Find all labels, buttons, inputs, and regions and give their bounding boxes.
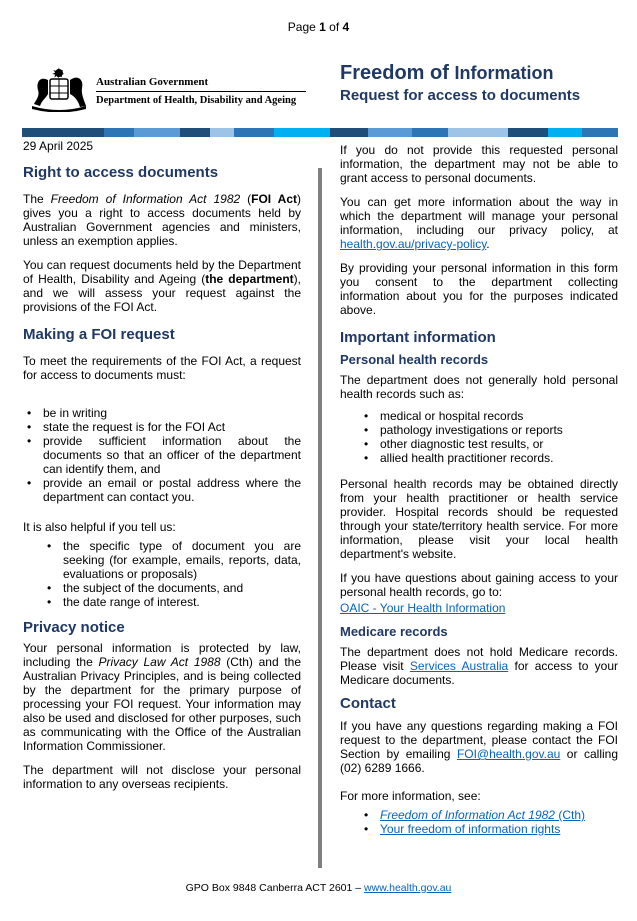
gov-line-1: Australian Government	[96, 76, 209, 88]
health-records-list	[340, 409, 618, 465]
list-item: • medical or hospital records	[360, 409, 618, 423]
list-item: • allied health practitioner records.	[360, 451, 618, 465]
band-segment	[104, 128, 134, 137]
privacy-para-2: The department will not disclose your personal information to any overseas recipients.	[23, 763, 301, 791]
right-to-access-para-1: The Freedom of Information Act 1982 (FOI Act) gives you a right to access documents held by Australian Government agencies and ministers, unless an exemption applies.	[23, 192, 301, 248]
coat-of-arms-icon	[28, 66, 90, 112]
helpful-list	[23, 539, 301, 609]
right-column	[340, 143, 618, 836]
personal-health-records-heading: Personal health records	[340, 352, 489, 367]
band-segment	[448, 128, 508, 137]
band-segment	[582, 128, 618, 137]
right-para-1: If you do not provide this requested personal information, the department may not be able to grant access to personal documents.	[340, 143, 618, 185]
right-para-2: You can get more information about the way in which the department will manage your personal information, including our privacy policy, at health.gov.au/privacy-policy.	[340, 195, 618, 251]
right-para-3: By providing your personal information in this form you consent to the department collecting information about you for the purposes indicated above.	[340, 261, 618, 317]
department-name: Department of Health, Disability and Ageing	[96, 95, 297, 106]
phr-para-1: The department does not generally hold personal health records such as:	[340, 373, 618, 401]
colour-band	[22, 128, 618, 137]
band-segment	[330, 128, 368, 137]
medicare-records-heading: Medicare records	[340, 624, 448, 639]
band-segment	[22, 128, 104, 137]
foi-email-link[interactable]: FOI@health.gov.au	[456, 747, 561, 761]
column-divider	[318, 168, 322, 868]
privacy-policy-link[interactable]: health.gov.au/privacy-policy	[340, 237, 487, 251]
band-segment	[234, 128, 274, 137]
important-information-heading: Important information	[340, 329, 496, 346]
list-item: • other diagnostic test results, or	[360, 437, 618, 451]
left-column	[23, 139, 301, 791]
list-item: • provide an email or postal address where the department can contact you.	[23, 476, 301, 504]
band-segment	[274, 128, 330, 137]
privacy-para-1: Your personal information is protected by law, including the Privacy Law Act 1988 (Cth) and the Australian Privacy Principles, and is being collected by the department for the primary purpose of processing your FOI request. Your information may also be used and disclosed for other purposes, such as communicating with the Office of the Australian Information Commissioner.	[23, 641, 302, 753]
date: 29 April 2025	[23, 139, 94, 153]
contact-para: If you have any questions regarding making a FOI request to the department, please contact the FOI Section by emailing FOI@health.gov.au or calling (02) 6289 1666.	[340, 719, 619, 775]
document-subtitle: Request for access to documents	[340, 87, 581, 104]
band-segment	[210, 128, 234, 137]
oaic-link[interactable]: OAIC - Your Health Information	[340, 601, 506, 615]
request-requirements-list	[23, 406, 301, 504]
band-segment	[508, 128, 548, 137]
privacy-notice-heading: Privacy notice	[23, 619, 125, 636]
list-item: • the specific type of document you are seeking (for example, emails, reports, data, evaluations or proposals)	[43, 539, 301, 581]
list-item: • be in writing	[23, 406, 301, 420]
helpful-para: It is also helpful if you tell us:	[23, 520, 176, 534]
right-to-access-heading: Right to access documents	[23, 164, 219, 181]
list-item: • provide sufficient information about the documents so that an officer of the department can identify them, and	[23, 434, 301, 476]
phr-para-2: Personal health records may be obtained directly from your health practitioner or health service provider. Hospital records should be requested through your state/territory health service. For more information, please visit your local health department's website.	[340, 477, 618, 561]
contact-heading: Contact	[340, 695, 396, 712]
making-request-para: To meet the requirements of the FOI Act, a request for access to documents must:	[23, 354, 301, 382]
phr-para-3: If you have questions about gaining access to your personal health records, go to:	[340, 571, 618, 599]
band-segment	[368, 128, 412, 137]
list-item: • the subject of the documents, and	[43, 581, 301, 595]
foi-rights-link[interactable]: Your freedom of information rights	[380, 822, 561, 836]
page-number: Page 1 of 4	[287, 20, 350, 34]
list-item	[360, 822, 618, 836]
list-item: • state the request is for the FOI Act	[23, 420, 301, 434]
making-request-heading: Making a FOI request	[23, 326, 175, 343]
right-to-access-para-2: You can request documents held by the Department of Health, Disability and Ageing (the department), and we will assess your request against the provisions of the FOI Act.	[23, 258, 301, 314]
services-australia-link[interactable]: Services Australia	[409, 659, 509, 673]
more-info-links	[340, 808, 618, 836]
foi-act-link[interactable]: Freedom of Information Act 1982 (Cth)	[380, 808, 585, 822]
document-title: Freedom of Information	[340, 62, 554, 84]
band-segment	[548, 128, 582, 137]
gov-rule	[96, 91, 306, 92]
list-item	[360, 808, 618, 822]
footer: GPO Box 9848 Canberra ACT 2601 – www.health.gov.au	[185, 882, 452, 894]
band-segment	[180, 128, 210, 137]
health-website-link[interactable]: www.health.gov.au	[364, 882, 452, 894]
more-info-para: For more information, see:	[340, 789, 481, 803]
list-item: • the date range of interest.	[43, 595, 301, 609]
band-segment	[412, 128, 448, 137]
medicare-para: The department does not hold Medicare records. Please visit Services Australia for access to your Medicare documents.	[340, 645, 618, 687]
list-item: • pathology investigations or reports	[360, 423, 618, 437]
band-segment	[134, 128, 180, 137]
